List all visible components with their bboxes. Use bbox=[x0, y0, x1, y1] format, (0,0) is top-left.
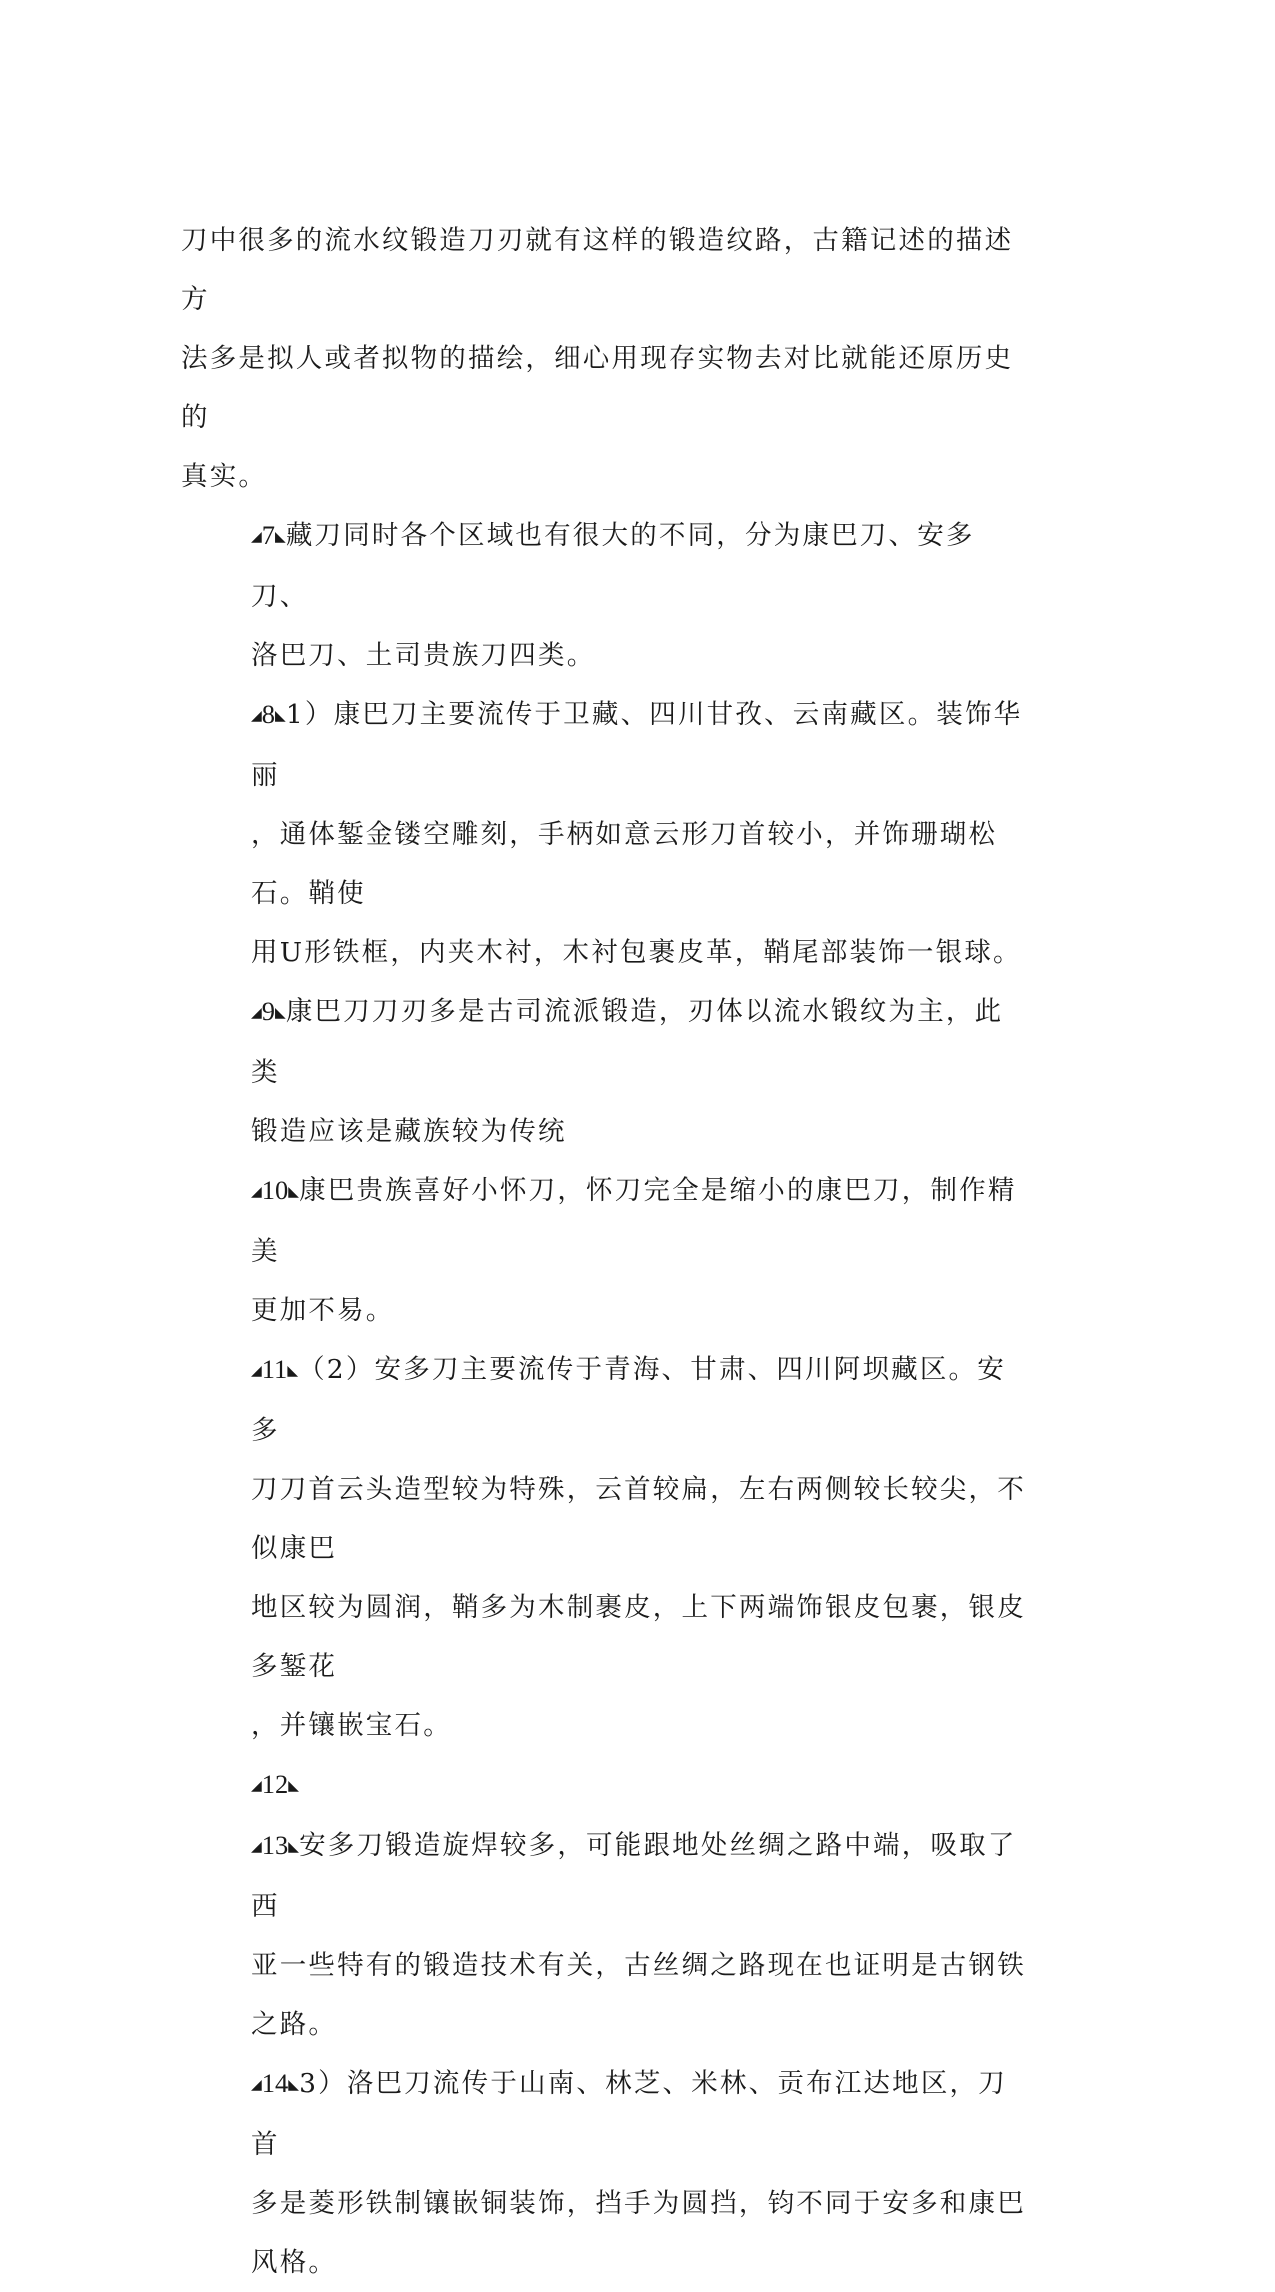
paragraph-marker bbox=[251, 1769, 299, 1799]
marker-number: 11 bbox=[261, 1354, 288, 1384]
paragraph-text: 康巴贵族喜好小怀刀，怀刀完全是缩小的康巴刀，制作精美 更加不易。 bbox=[251, 1175, 1017, 1326]
paragraph-text: （2）安多刀主要流传于青海、甘肃、四川阿坝藏区。安多 刀刀首云头造型较为特殊，云首较扁，左右两侧较长较尖，不似康巴 地区较为圆润，鞘多为木制裹皮，上下两端饰银皮包裹，银皮多錾花 ，并镶嵌宝石。 bbox=[251, 1354, 1026, 1741]
marker-open-triangle: ◢ bbox=[251, 530, 262, 545]
marker-close-triangle: ◣ bbox=[288, 1779, 300, 1794]
paragraph-marker bbox=[251, 1175, 299, 1205]
marker-number: 9 bbox=[261, 996, 276, 1026]
marker-number: 12 bbox=[261, 1769, 289, 1799]
marker-close-triangle: ◣ bbox=[275, 530, 286, 545]
paragraph-14 bbox=[181, 2054, 1031, 2292]
marker-open-triangle: ◢ bbox=[251, 709, 262, 724]
marker-number: 14 bbox=[261, 2068, 289, 2098]
paragraph-text: 刀中很多的流水纹锻造刀刃就有这样的锻造纹路，古籍记述的描述方 法多是拟人或者拟物的描绘，细心用现存实物去对比就能还原历史的 真实。 bbox=[181, 225, 1014, 492]
marker-close-triangle: ◣ bbox=[288, 1840, 300, 1855]
marker-close-triangle: ◣ bbox=[287, 1364, 299, 1379]
marker-number: 8 bbox=[261, 699, 276, 729]
paragraph-text: 1）康巴刀主要流传于卫藏、四川甘孜、云南藏区。装饰华丽 ，通体錾金镂空雕刻，手柄如意云形刀首较小，并饰珊瑚松石。鞘使 用U形铁框，内夹木衬，木衬包裹皮革，鞘尾部装饰一银球。 bbox=[251, 699, 1023, 968]
paragraph-marker bbox=[251, 1354, 298, 1384]
paragraph-8 bbox=[181, 685, 1031, 982]
paragraph-10 bbox=[181, 1161, 1031, 1340]
paragraph-marker bbox=[251, 1830, 299, 1860]
marker-close-triangle: ◣ bbox=[288, 1185, 300, 1200]
paragraph-text: 安多刀锻造旋焊较多，可能跟地处丝绸之路中端，吸取了西 亚一些特有的锻造技术有关，古丝绸之路现在也证明是古钢铁之路。 bbox=[251, 1830, 1026, 2040]
marker-close-triangle: ◣ bbox=[288, 2078, 300, 2093]
marker-number: 7 bbox=[261, 520, 276, 550]
paragraph-7 bbox=[181, 506, 1031, 685]
marker-open-triangle: ◢ bbox=[251, 1185, 262, 1200]
paragraph-marker bbox=[251, 2068, 299, 2098]
marker-number: 10 bbox=[261, 1175, 289, 1205]
paragraph-13 bbox=[181, 1816, 1031, 2054]
paragraph-6-continued bbox=[181, 152, 1031, 506]
paragraph-text: 藏刀同时各个区域也有很大的不同，分为康巴刀、安多刀、 洛巴刀、土司贵族刀四类。 bbox=[251, 520, 975, 671]
marker-open-triangle: ◢ bbox=[251, 2078, 262, 2093]
document-page bbox=[181, 152, 1031, 2292]
paragraph-11 bbox=[181, 1340, 1031, 1755]
marker-open-triangle: ◢ bbox=[251, 1779, 262, 1794]
paragraph-12 bbox=[181, 1755, 1031, 1816]
paragraph-9 bbox=[181, 982, 1031, 1161]
marker-number: 13 bbox=[261, 1830, 289, 1860]
marker-close-triangle: ◣ bbox=[275, 1006, 286, 1021]
marker-open-triangle: ◢ bbox=[251, 1364, 262, 1379]
paragraph-marker bbox=[251, 520, 286, 550]
paragraph-marker bbox=[251, 699, 286, 729]
paragraph-text: 3）洛巴刀流传于山南、林芝、米林、贡布江达地区，刀首 多是菱形铁制镶嵌铜装饰，挡手为圆挡，钧不同于安多和康巴风格。 bbox=[251, 2068, 1026, 2278]
paragraph-text: 康巴刀刀刃多是古司流派锻造，刃体以流水锻纹为主，此类 锻造应该是藏族较为传统 bbox=[251, 996, 1004, 1147]
marker-close-triangle: ◣ bbox=[275, 709, 286, 724]
marker-open-triangle: ◢ bbox=[251, 1840, 262, 1855]
marker-open-triangle: ◢ bbox=[251, 1006, 262, 1021]
paragraph-marker bbox=[251, 996, 286, 1026]
